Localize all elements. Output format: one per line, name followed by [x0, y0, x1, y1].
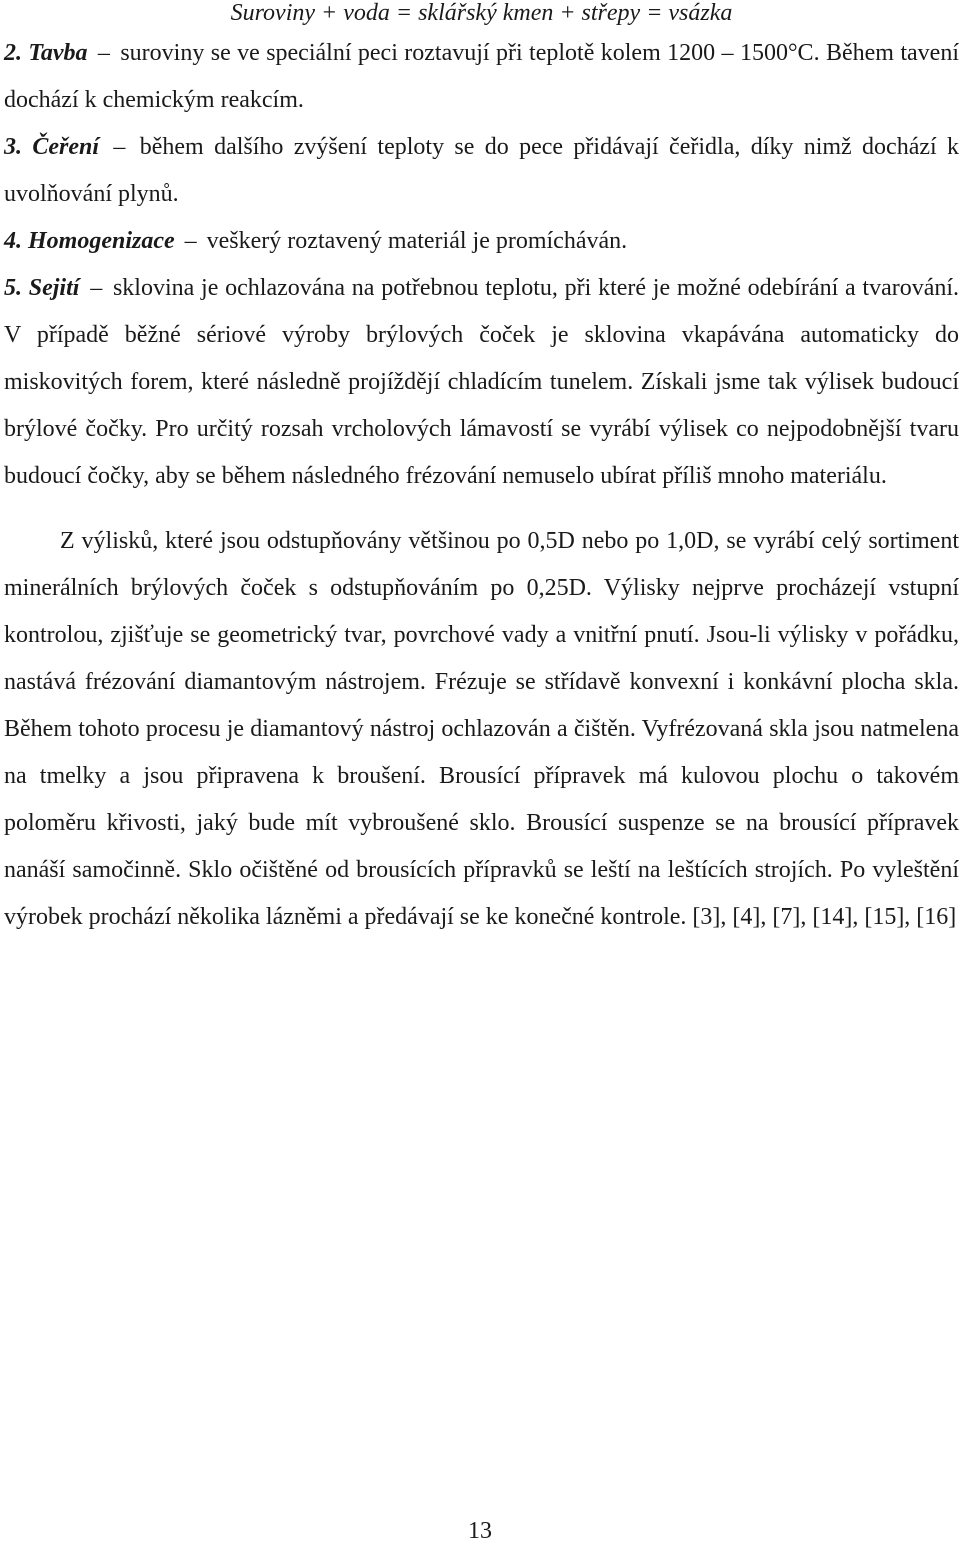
step-item-homogenizace	[4, 218, 959, 265]
step-dash: –	[113, 134, 126, 160]
body-paragraph: Z výlisků, které jsou odstupňovány většinou po 0,5D nebo po 1,0D, se vyrábí celý sortiment minerálních brýlových čoček s odstupňováním po 0,25D. Výlisky nejprve procházejí vstupní kontrolou, zjišťuje se geometrický tvar, povrchové vady a vnitřní pnutí. Jsou-li výlisky v pořádku, nastává frézování diamantovým nástrojem. Frézuje se střídavě konvexní i konkávní plocha skla. Během tohoto procesu je diamantový nástroj ochlazován a čištěn. Vyfrézovaná skla jsou natmelena na tmelky a jsou připravena k broušení. Brousící přípravek má kulovou plochu o takovém poloměru křivosti, jaký bude mít vybroušené sklo. Brousící suspenze se na brousící přípravek nanáší samočinně. Sklo očištěné od brousících přípravků se leští na leštících strojích. Po vyleštění výrobek prochází několika lázněmi a předávají se ke konečné kontrole. [3], [4], [7], [14], [15], [16]	[4, 528, 959, 930]
step-text: veškerý roztavený materiál je promícháván.	[206, 228, 628, 254]
step-text: sklovina je ochlazována na potřebnou teplotu, při které je možné odebírání a tvarování. V případě běžné sériové výroby brýlových čoček je sklovina vkapávána automaticky do miskovitých forem, které následně projíždějí chladícím tunelem. Získali jsme tak výlisek budoucí brýlové čočky. Pro určitý rozsah vrcholových lámavostí se vyrábí výlisek co nejpodobnější tvaru budoucí čočky, aby se během následného frézování nemuselo ubírat příliš mnoho materiálu.	[4, 275, 960, 489]
page-number: 13	[468, 1518, 492, 1544]
step-number: 5.	[4, 275, 22, 301]
document-page	[4, 0, 959, 941]
header-formula: Suroviny + voda = sklářský kmen + střepy = vsázka	[230, 0, 733, 26]
step-dash: –	[184, 228, 197, 254]
step-number: 2.	[4, 40, 22, 66]
step-item-tavba	[4, 30, 959, 124]
step-dash: –	[90, 275, 103, 301]
step-text: suroviny se ve speciální peci roztavují při teplotě kolem 1200 – 1500°C. Během tavení dochází k chemickým reakcím.	[4, 40, 959, 113]
step-text: během dalšího zvýšení teploty se do pece přidávají čeřidla, díky nimž dochází k uvolňování plynů.	[4, 134, 960, 207]
step-dash: –	[97, 40, 110, 66]
step-item-sejiti	[4, 265, 959, 500]
step-term: Homogenizace	[28, 228, 175, 254]
step-term: Tavba	[28, 40, 88, 66]
step-number: 3.	[4, 134, 22, 160]
step-item-cereni	[4, 124, 959, 218]
step-term: Čeření	[32, 134, 100, 160]
step-term: Sejití	[28, 275, 80, 301]
step-number: 4.	[4, 228, 22, 254]
